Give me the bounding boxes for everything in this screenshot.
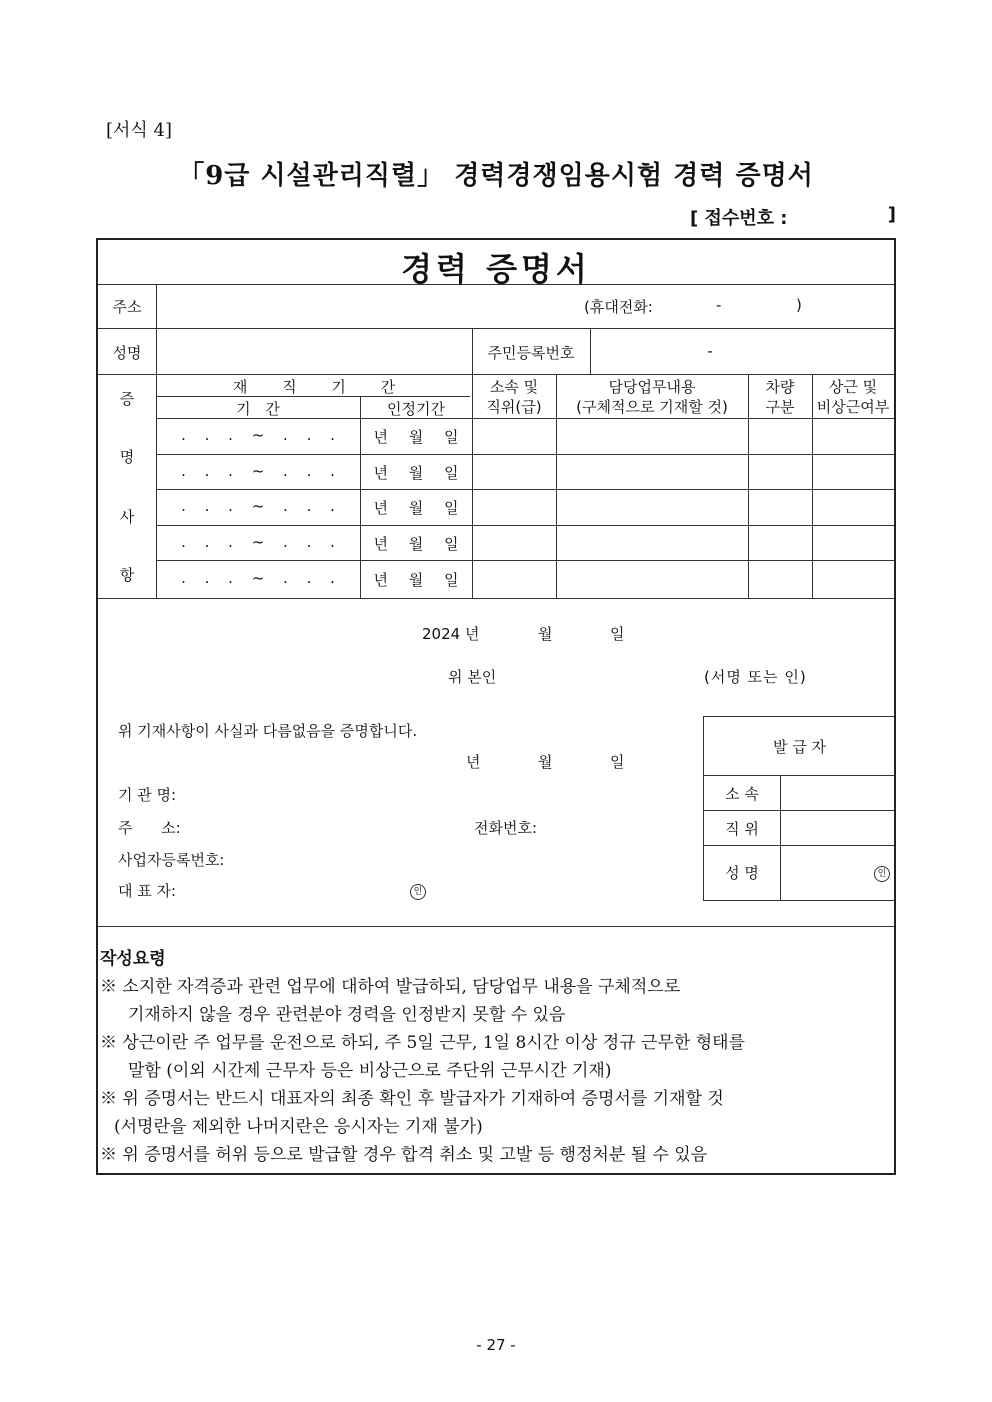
section-label-char: 명 <box>119 448 135 466</box>
form-number: [서식 4] <box>106 120 172 141</box>
affiliation-header: 소속 및 <box>489 378 539 396</box>
instructions <box>100 945 892 1169</box>
recognized-period-header: 인정기간 <box>387 400 445 418</box>
duties-header: (구체적으로 기재할 것) <box>576 398 728 416</box>
document-title: 「9급 시설관리직렬」 경력경쟁임용시험 경력 증명서 <box>178 161 814 191</box>
instruction-line: ※ 위 증명서를 허위 등으로 발급할 경우 합격 취소 및 고발 등 행정처분 될 수 있음 <box>100 1145 708 1165</box>
section-label-char: 항 <box>119 566 135 584</box>
recognized-field[interactable]: 년 월 일 <box>373 428 459 446</box>
recognized-field[interactable]: 년 월 일 <box>373 571 459 589</box>
period-header: 기 간 <box>236 400 280 418</box>
issuer-position-label: 직 위 <box>725 820 759 838</box>
issuer-affiliation-field[interactable] <box>782 776 892 809</box>
instruction-line: ※ 위 증명서는 반드시 대표자의 최종 확인 후 발급자가 기재하여 증명서를 기재할 것 <box>100 1089 724 1109</box>
period-field[interactable]: . . . ~ . . . <box>181 462 335 480</box>
issuer-affiliation-label: 소 속 <box>725 785 759 803</box>
period-field[interactable]: . . . ~ . . . <box>181 533 335 551</box>
instruction-line: ※ 상근이란 주 업무를 운전으로 하되, 주 5일 근무, 1일 8시간 이상 정규 근무한 형태를 <box>100 1033 745 1053</box>
instructions-heading: 작성요령 <box>100 949 166 969</box>
certify-date-month: 월 <box>538 753 553 771</box>
certify-date-year: 년 <box>466 753 481 771</box>
address-label: 주소 <box>112 298 142 316</box>
vehicle-header: 구분 <box>765 398 795 416</box>
org-name-field[interactable]: 기 관 명: <box>118 786 177 804</box>
duties-header: 담당업무내용 <box>608 378 696 396</box>
instruction-line: 말함 (이외 시간제 근무자 등은 비상근으로 주단위 근무시간 기재) <box>128 1061 612 1081</box>
certify-text: 위 기재사항이 사실과 다름없음을 증명합니다. <box>118 722 418 740</box>
phone-label: (휴대전화: <box>584 298 653 316</box>
issuer-position-field[interactable] <box>782 811 892 844</box>
receipt-bracket: ] <box>887 204 896 225</box>
certificate-form <box>96 238 896 1175</box>
applicant-date-day: 일 <box>610 625 625 643</box>
resident-no-field[interactable]: - <box>707 342 713 360</box>
issuer-box <box>703 716 895 901</box>
address-field[interactable] <box>160 286 580 326</box>
seal-mark: 인 <box>874 862 890 882</box>
section-label-char: 사 <box>119 508 135 526</box>
page-number: - 27 - <box>476 1336 516 1354</box>
recognized-field[interactable]: 년 월 일 <box>373 499 459 517</box>
period-field[interactable]: . . . ~ . . . <box>181 497 335 515</box>
seal-mark: 인 <box>410 880 426 900</box>
org-phone-field[interactable]: 전화번호: <box>474 819 538 837</box>
instruction-line: 기재하지 않을 경우 관련분야 경력을 인정받지 못할 수 있음 <box>128 1005 566 1025</box>
issuer-name-label: 성 명 <box>725 864 759 882</box>
section-label-char: 증 <box>119 390 135 408</box>
instruction-line: (서명란을 제외한 나머지란은 응시자는 기재 불가) <box>114 1117 483 1137</box>
issuer-title: 발 급 자 <box>772 738 826 756</box>
biz-no-field[interactable]: 사업자등록번호: <box>118 851 225 869</box>
name-field[interactable] <box>160 330 466 372</box>
period-field[interactable]: . . . ~ . . . <box>181 569 335 587</box>
certify-date-day: 일 <box>610 753 625 771</box>
applicant-label: 위 본인 <box>448 668 497 686</box>
applicant-date-month: 월 <box>538 625 553 643</box>
vehicle-header: 차량 <box>765 378 795 396</box>
period-field[interactable]: . . . ~ . . . <box>181 426 335 444</box>
employment-period-header: 재 직 기 간 <box>232 378 396 396</box>
representative-field[interactable]: 대 표 자: <box>118 882 177 900</box>
fulltime-header: 비상근여부 <box>816 398 890 416</box>
applicant-signature-field[interactable]: (서명 또는 인) <box>704 668 807 686</box>
fulltime-header: 상근 및 <box>828 378 878 396</box>
name-label: 성명 <box>112 344 142 362</box>
resident-no-label: 주민등록번호 <box>487 344 575 362</box>
certificate-title: 경력 증명서 <box>401 250 591 288</box>
affiliation-header: 직위(급) <box>486 398 542 416</box>
phone-dash: - <box>716 296 722 314</box>
receipt-label: [ 접수번호 : <box>690 208 788 229</box>
phone-close: ) <box>796 296 802 314</box>
receipt-number-field[interactable] <box>690 204 900 230</box>
recognized-field[interactable]: 년 월 일 <box>373 535 459 553</box>
recognized-field[interactable]: 년 월 일 <box>373 464 459 482</box>
instruction-line: ※ 소지한 자격증과 관련 업무에 대하여 발급하되, 담당업무 내용을 구체적으로 <box>100 977 681 997</box>
org-address-field[interactable]: 주 소: <box>118 819 181 837</box>
applicant-date-year: 2024 년 <box>422 625 480 643</box>
